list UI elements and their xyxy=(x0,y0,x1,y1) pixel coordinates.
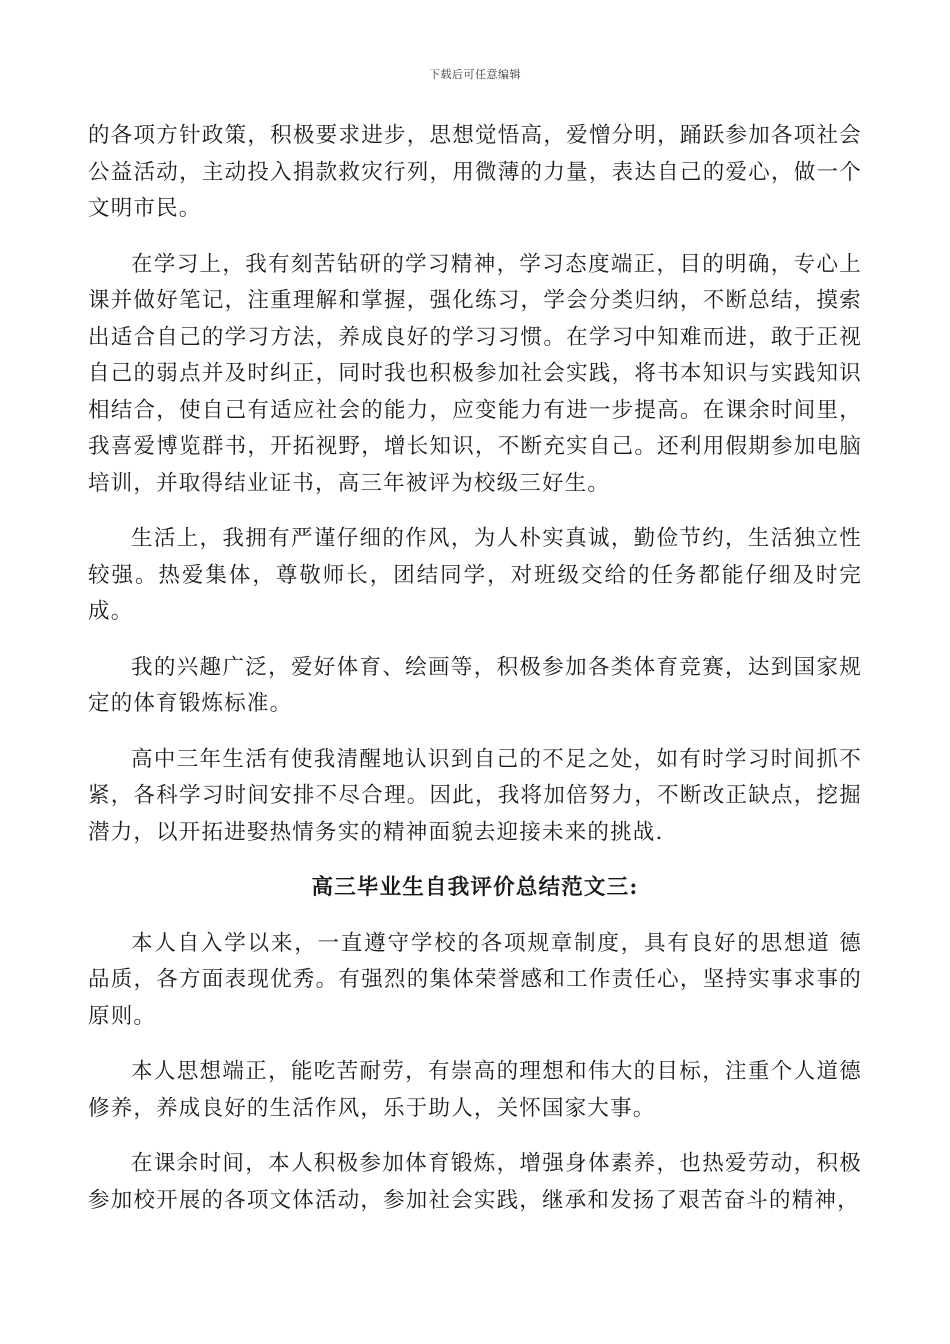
section-paragraph-activities: 在课余时间，本人积极参加体育锻炼，增强身体素养，也热爱劳动，积极参加校开展的各项文体活动，参加社会实践，继承和发扬了艰苦奋斗的精神， xyxy=(88,1151,862,1213)
paragraph-interests: 我的兴趣广泛，爱好体育、绘画等，积极参加各类体育竞赛，达到国家规定的体育锻炼标准。 xyxy=(88,654,862,716)
section-paragraph-conduct: 本人自入学以来，一直遵守学校的各项规章制度，具有良好的思想道 德品质，各方面表现优秀。有强烈的集体荣誉感和工作责任心，坚持实事求事的原则。 xyxy=(88,930,862,1029)
paragraph-life: 生活上，我拥有严谨仔细的作风，为人朴实真诚，勤俭节约，生活独立性较强。热爱集体，尊敬师长，团结同学，对班级交给的任务都能仔细及时完成。 xyxy=(88,526,862,624)
page-header: 下载后可任意编辑 xyxy=(429,68,521,81)
paragraph-shortcomings: 高中三年生活有使我清醒地认识到自己的不足之处，如有时学习时间抓不紧，各科学习时间安排不尽合理。因此，我将加倍努力，不断改正缺点，挖掘潜力，以开拓进娶热情务实的精神面貌去迎接未来的挑战. xyxy=(88,746,862,845)
paragraph-study: 在学习上，我有刻苦钻研的学习精神，学习态度端正，目的明确，专心上课并做好笔记，注重理解和掌握，强化练习，学会分类归纳，不断总结，摸索出适合自己的学习方法，养成良好的学习习惯。在学习中知难而进，敢于正视自己的弱点并及时纠正，同时我也积极参加社会实践，将书本知识与实践知识相结合，使自己有适应社会的能力，应变能力有进一步提高。在课余时间里，我喜爱博览群书，开拓视野，增长知识，不断充实自己。还利用假期参加电脑培训，并取得结业证书，高三年被评为校级三好生。 xyxy=(88,251,862,496)
section-title: 高三毕业生自我评价总结范文三: xyxy=(311,875,639,900)
section-paragraph-thought: 本人思想端正，能吃苦耐劳，有崇高的理想和伟大的目标，注重个人道德修养，养成良好的生活作风，乐于助人，关怀国家大事。 xyxy=(88,1059,862,1121)
document-body xyxy=(88,118,862,1238)
paragraph-continued: 的各项方针政策，积极要求进步，思想觉悟高，爱憎分明，踊跃参加各项社会公益活动，主动投入捐款救灾行列，用微薄的力量，表达自己的爱心，做一个文明市民。 xyxy=(88,123,862,221)
